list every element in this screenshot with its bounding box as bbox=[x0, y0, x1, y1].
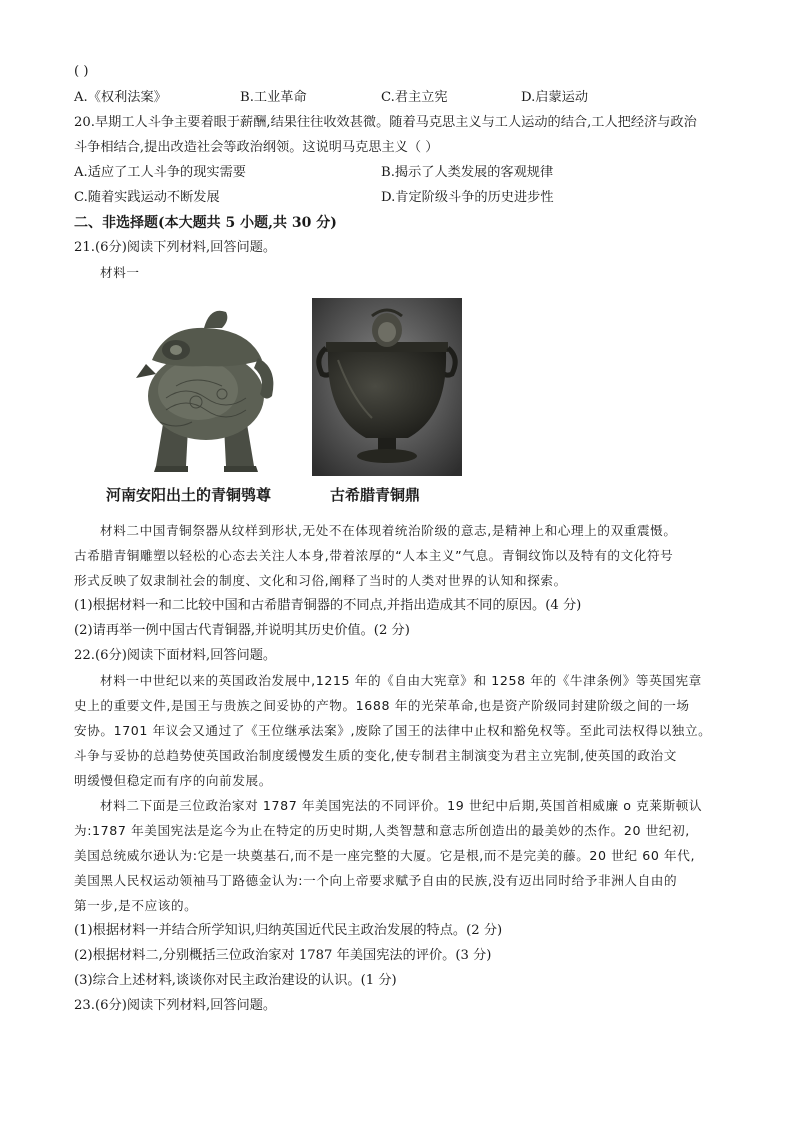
q19-option-b: B.工业革命 bbox=[240, 90, 307, 105]
q22-subquestion-3: (3)综合上述材料,谈谈你对民主政治建设的认识。(1 分) bbox=[74, 973, 397, 988]
q20-stem-line2: 斗争相结合,提出改造社会等政治纲领。这说明马克思主义（ ） bbox=[74, 140, 439, 155]
q21-material2-line2: 古希腊青铜雕塑以轻松的心态去关注人本身,带着浓厚的“人本主义”气息。青铜纹饰以及特有的文化符号 bbox=[74, 548, 674, 563]
q21-subquestion-1: (1)根据材料一和二比较中国和古希腊青铜器的不同点,并指出造成其不同的原因。(4 分) bbox=[74, 598, 582, 613]
q22-subquestion-1: (1)根据材料一并结合所学知识,归纳英国近代民主政治发展的特点。(2 分) bbox=[74, 923, 503, 938]
section-2-title: 二、非选择题(本大题共 5 小题,共 30 分) bbox=[74, 215, 337, 231]
q20-stem-line1: 20.早期工人斗争主要着眼于薪酬,结果往往收效甚微。随着马克思主义与工人运动的结合,工人把经济与政治 bbox=[74, 115, 697, 130]
q22-material1-line4: 斗争与妥协的总趋势使英国政治制度缓慢发生质的变化,使专制君主制演变为君主立宪制,使英国的政治文 bbox=[74, 748, 677, 763]
greek-bronze-crater-photo bbox=[312, 298, 462, 476]
q22-material1-line5: 明缓慢但稳定而有序的向前发展。 bbox=[74, 773, 272, 788]
q21-subquestion-2: (2)请再举一例中国古代青铜器,并说明其历史价值。(2 分) bbox=[74, 623, 410, 638]
q22-material2-line1: 材料二下面是三位政治家对 1787 年美国宪法的不同评价。19 世纪中后期,英国首相威廉 o 克莱斯顿认 bbox=[100, 798, 703, 813]
q21-material2-line3: 形式反映了奴隶制社会的制度、文化和习俗,阐释了当时的人类对世界的认知和探索。 bbox=[74, 573, 567, 588]
q22-material1-line1: 材料一中世纪以来的英国政治发展中,1215 年的《自由大宪章》和 1258 年的《牛津条例》等英国宪章 bbox=[100, 673, 702, 688]
q22-intro: 22.(6分)阅读下面材料,回答问题。 bbox=[74, 648, 277, 663]
q22-material2-line3: 美国总统威尔逊认为:它是一块奠基石,而不是一座完整的大厦。它是根,而不是完美的藤。20 世纪 60 年代, bbox=[74, 848, 696, 863]
q22-material1-line3: 安协。1701 年议会又通过了《王位继承法案》,废除了国王的法律中止权和豁免权等。至此司法权得以独立。 bbox=[74, 723, 712, 738]
q19-option-c: C.君主立宪 bbox=[381, 90, 448, 105]
q22-material2-line5: 第一步,是不应该的。 bbox=[74, 898, 198, 913]
q23-intro: 23.(6分)阅读下列材料,回答问题。 bbox=[74, 998, 277, 1013]
q21-material1-label: 材料一 bbox=[100, 265, 140, 280]
q22-subquestion-2: (2)根据材料二,分别概括三位政治家对 1787 年美国宪法的评价。(3 分) bbox=[74, 948, 492, 963]
q21-material2-line1: 材料二中国青铜祭器从纹样到形状,无处不在体现着统治阶级的意志,是精神上和心理上的双重震慑。 bbox=[100, 523, 677, 538]
q19-answer-bracket: ( ) bbox=[74, 64, 89, 79]
caption-owl-zun: 河南安阳出土的青铜鸮尊 bbox=[106, 486, 272, 504]
q20-option-b: B.揭示了人类发展的客观规律 bbox=[381, 165, 554, 180]
q20-option-d: D.肯定阶级斗争的历史进步性 bbox=[381, 190, 554, 205]
q22-material1-line2: 史上的重要文件,是国王与贵族之间妥协的产物。1688 年的光荣革命,也是资产阶级同封建阶级之间的一场 bbox=[74, 698, 690, 713]
q20-option-c: C.随着实践运动不断发展 bbox=[74, 190, 220, 205]
q20-option-a: A.适应了工人斗争的现实需要 bbox=[74, 165, 246, 180]
caption-greek-crater: 古希腊青铜鼎 bbox=[330, 486, 421, 504]
q21-intro: 21.(6分)阅读下列材料,回答问题。 bbox=[74, 240, 277, 255]
bronze-owl-zun-photo bbox=[126, 298, 286, 476]
q19-option-a: A.《权利法案》 bbox=[74, 90, 167, 105]
q22-material2-line4: 美国黑人民权运动领袖马丁路德金认为:一个向上帝要求赋予自由的民族,没有迈出同时给予非洲人自由的 bbox=[74, 873, 678, 888]
q19-option-d: D.启蒙运动 bbox=[521, 90, 589, 105]
q22-material2-line2: 为:1787 年美国宪法是迄今为止在特定的历史时期,人类智慧和意志所创造出的最美妙的杰作。20 世纪初, bbox=[74, 823, 690, 838]
